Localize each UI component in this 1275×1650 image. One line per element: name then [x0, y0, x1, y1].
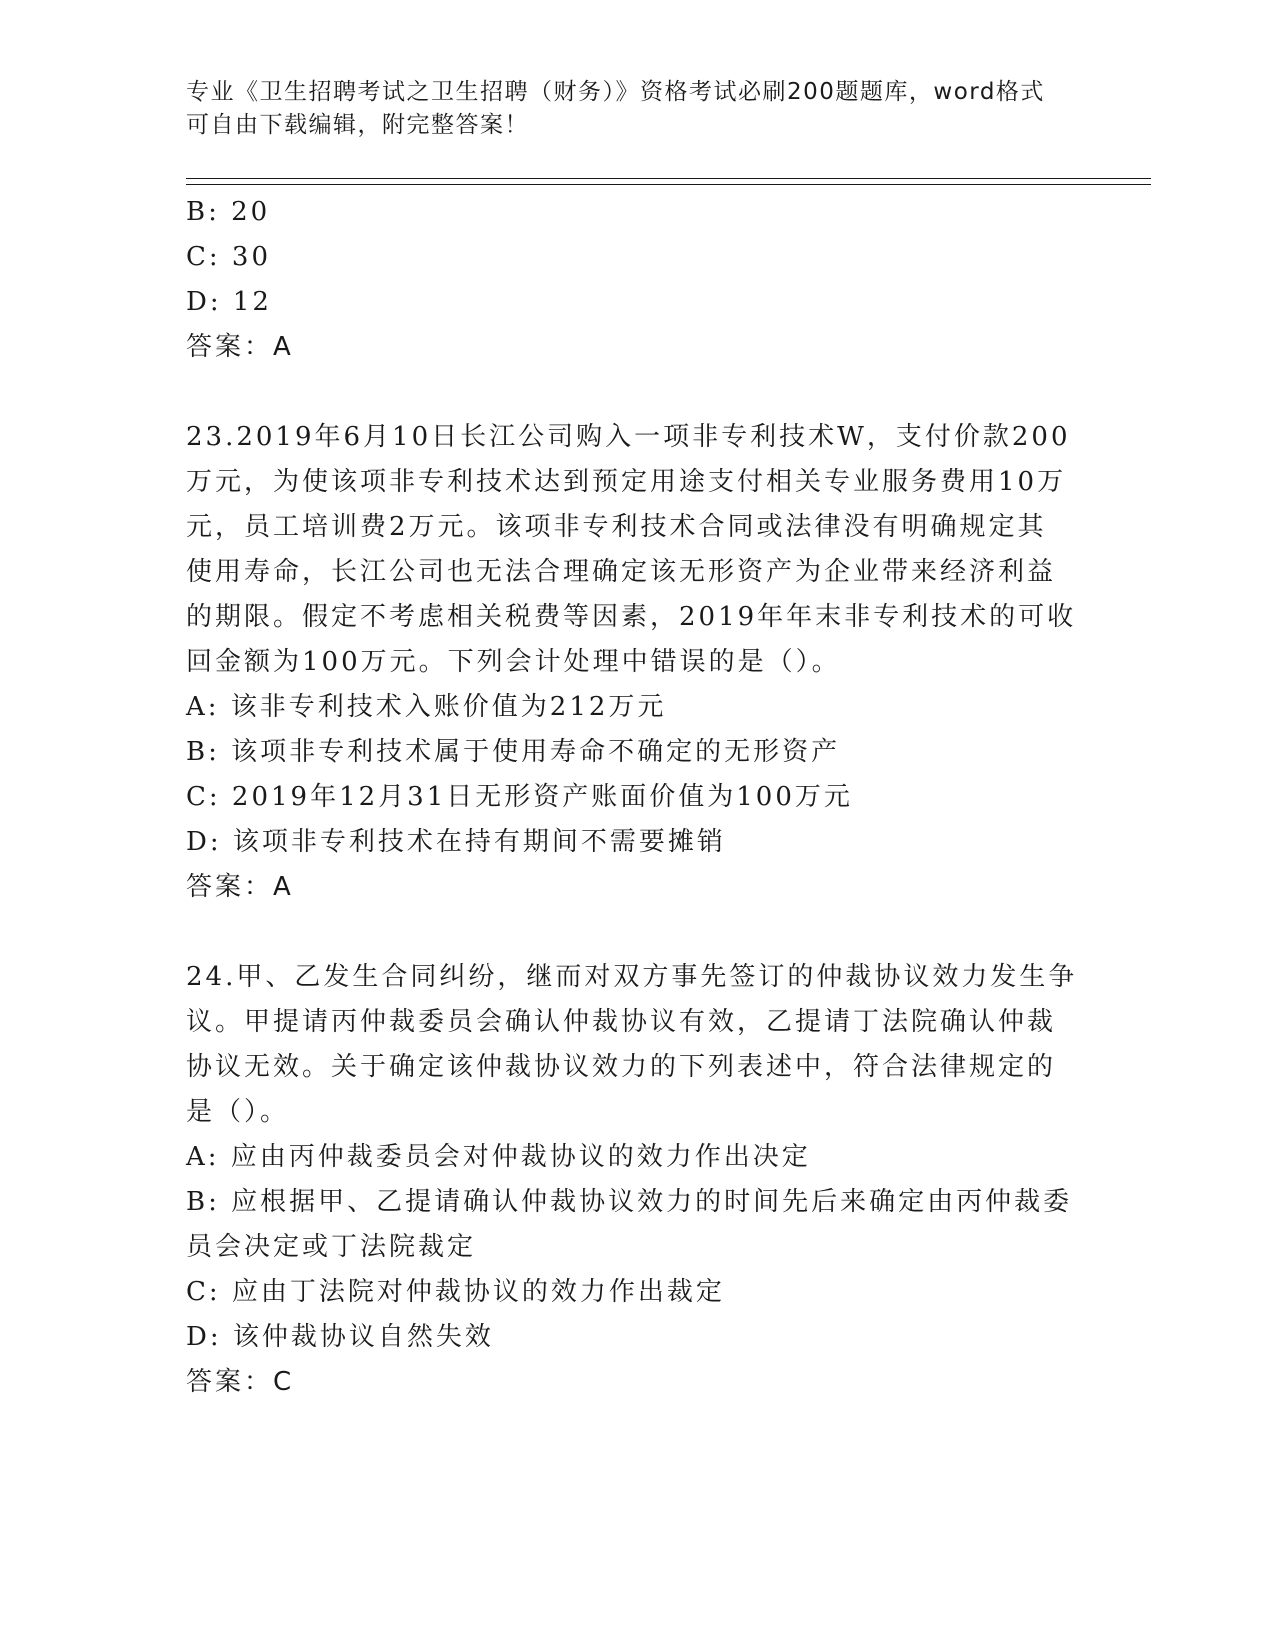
header-title-line-2: 可自由下载编辑，附完整答案！	[186, 112, 529, 138]
document-body	[186, 190, 1086, 1405]
option-a: A: 该非专利技术入账价值为212万元	[186, 692, 667, 722]
option-b-continued: 员会决定或丁法院裁定	[186, 1232, 477, 1262]
option-b: B: 该项非专利技术属于使用寿命不确定的无形资产	[186, 737, 841, 767]
answer: 答案：A	[186, 332, 294, 362]
question-text-line: 23.2019年6月10日长江公司购入一项非专利技术W，支付价款200	[186, 422, 1071, 452]
question-text-line: 万元，为使该项非专利技术达到预定用途支付相关专业服务费用10万	[186, 467, 1067, 497]
question-text-line: 的期限。假定不考虑相关税费等因素，2019年年末非专利技术的可收	[186, 602, 1077, 632]
previous-question-tail	[186, 190, 1086, 370]
page-header	[186, 76, 1066, 142]
option-c: C: 30	[186, 242, 272, 272]
option-c: C: 2019年12月31日无形资产账面价值为100万元	[186, 782, 853, 812]
question-text-line: 24.甲、乙发生合同纠纷，继而对双方事先签订的仲裁协议效力发生争	[186, 962, 1078, 992]
question-23	[186, 415, 1086, 910]
header-divider	[186, 178, 1151, 185]
question-text-line: 协议无效。关于确定该仲裁协议效力的下列表述中，符合法律规定的	[186, 1052, 1057, 1082]
option-b: B: 20	[186, 197, 271, 227]
option-c: C: 应由丁法院对仲裁协议的效力作出裁定	[186, 1277, 725, 1307]
question-text-line: 议。甲提请丙仲裁委员会确认仲裁协议有效，乙提请丁法院确认仲裁	[186, 1007, 1057, 1037]
question-text-line: 回金额为100万元。下列会计处理中错误的是（）。	[186, 647, 841, 677]
option-a: A: 应由丙仲裁委员会对仲裁协议的效力作出决定	[186, 1142, 811, 1172]
option-d: D: 该项非专利技术在持有期间不需要摊销	[186, 827, 726, 857]
answer: 答案：C	[186, 1367, 295, 1397]
option-d: D: 12	[186, 287, 272, 317]
question-text-line: 是（）。	[186, 1097, 290, 1127]
option-b: B: 应根据甲、乙提请确认仲裁协议效力的时间先后来确定由丙仲裁委	[186, 1187, 1073, 1217]
answer: 答案：A	[186, 872, 294, 902]
option-d: D: 该仲裁协议自然失效	[186, 1322, 494, 1352]
question-text-line: 元，员工培训费2万元。该项非专利技术合同或法律没有明确规定其	[186, 512, 1047, 542]
question-24	[186, 955, 1086, 1405]
question-text-line: 使用寿命，长江公司也无法合理确定该无形资产为企业带来经济利益	[186, 557, 1057, 587]
header-title-line-1: 专业《卫生招聘考试之卫生招聘（财务）》资格考试必刷200题题库，word格式	[186, 79, 1045, 105]
